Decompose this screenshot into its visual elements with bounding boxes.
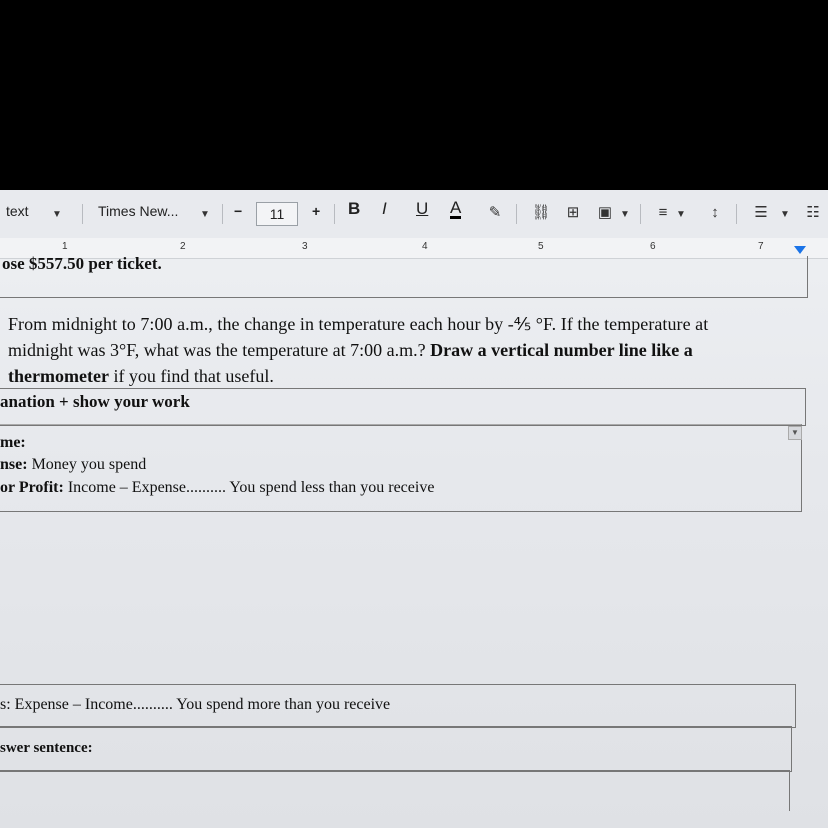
underline-icon: U	[416, 199, 429, 218]
italic-icon: I	[382, 199, 387, 218]
ruler-number: 1	[62, 241, 68, 252]
decrease-font-size-button[interactable]	[234, 202, 242, 220]
font-dropdown[interactable]	[98, 202, 178, 220]
font-size-input[interactable]	[256, 202, 298, 226]
italic-button[interactable]	[382, 200, 387, 218]
divider	[736, 204, 737, 224]
style-label: text	[6, 203, 29, 219]
minus-icon: −	[234, 203, 243, 219]
insert-image-icon[interactable]: ▣	[597, 204, 613, 221]
divider	[334, 204, 335, 224]
chevron-down-icon[interactable]: ▼	[780, 209, 790, 220]
question-instruction: thermometer	[8, 366, 109, 386]
ruler-number: 7	[758, 241, 764, 252]
profit-text: Income – Expense.......... You spend less than you receive	[63, 479, 435, 496]
chevron-down-icon[interactable]: ▼	[676, 209, 686, 220]
bold-button[interactable]	[348, 200, 360, 218]
document-body	[0, 254, 828, 828]
question-line-3	[8, 366, 274, 387]
chevron-down-icon[interactable]: ▼	[620, 209, 630, 220]
underline-button[interactable]	[416, 200, 428, 218]
ruler-number: 4	[422, 241, 428, 252]
profit-line	[0, 479, 434, 497]
explanation-header: anation + show your work	[0, 392, 190, 411]
divider	[516, 204, 517, 224]
font-name: Times New...	[98, 203, 179, 219]
checklist-icon[interactable]: ☰	[754, 204, 768, 221]
divider	[82, 204, 83, 224]
line-spacing-icon[interactable]: ↕	[711, 204, 719, 221]
ruler-number: 2	[180, 241, 186, 252]
right-indent-marker[interactable]	[794, 246, 806, 254]
loss-text: s: Expense – Income.......... You spend more than you receive	[0, 696, 391, 713]
answer-cell[interactable]	[0, 726, 792, 772]
ruler-number: 6	[650, 241, 656, 252]
expense-text: Money you spend	[27, 456, 147, 473]
answer-label: swer sentence:	[0, 740, 93, 756]
ruler-number: 3	[302, 241, 308, 252]
text-color-button[interactable]	[450, 200, 461, 219]
divider	[222, 204, 223, 224]
expense-line	[0, 456, 146, 474]
style-dropdown[interactable]	[6, 202, 29, 220]
chevron-down-icon[interactable]: ▼	[200, 209, 210, 220]
link-icon[interactable]: ⛓	[531, 204, 551, 221]
question-line-2	[8, 340, 693, 361]
question-text: if you find that useful.	[108, 366, 274, 386]
highlight-pen-icon[interactable]: ✎	[488, 204, 502, 221]
question-line-1: From midnight to 7:00 a.m., the change in temperature each hour by -⅘ °F. If the temperature at	[8, 314, 709, 334]
text-color-icon: A	[450, 198, 462, 217]
screen	[0, 190, 828, 828]
income-label: me:	[0, 434, 26, 451]
ruler-number: 5	[538, 241, 544, 252]
question-text: midnight was 3°F, what was the temperature at 7:00 a.m.?	[8, 340, 431, 360]
expense-label: nse:	[0, 456, 28, 473]
chevron-down-icon[interactable]: ▼	[788, 426, 802, 440]
table-cell	[0, 770, 790, 811]
align-left-icon[interactable]: ≡	[658, 204, 668, 221]
increase-font-size-button[interactable]	[312, 202, 320, 220]
add-comment-icon[interactable]: ⊞	[566, 204, 580, 221]
bulleted-list-icon[interactable]: ☷	[806, 204, 820, 221]
chevron-down-icon[interactable]: ▼	[52, 209, 62, 220]
formatting-toolbar	[0, 190, 828, 239]
profit-label: or Profit:	[0, 479, 64, 496]
plus-icon: +	[312, 203, 321, 219]
ticket-price-text: ose $557.50 per ticket.	[2, 254, 162, 273]
divider	[640, 204, 641, 224]
bold-icon: B	[348, 199, 361, 218]
font-size-value: 11	[269, 206, 285, 222]
question-instruction: Draw a vertical number line like a	[430, 340, 693, 360]
